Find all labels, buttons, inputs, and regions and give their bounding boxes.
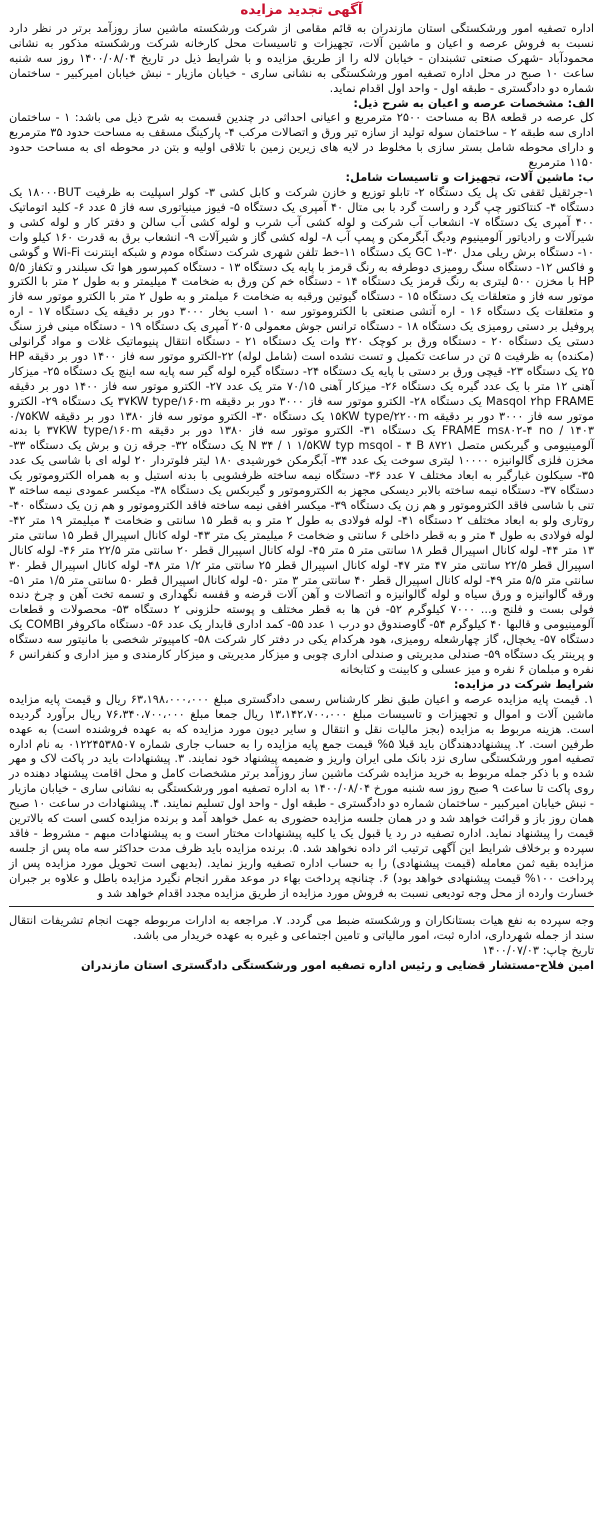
intro-paragraph: اداره تصفیه امور ورشکستگی استان مازندران به قائم مقامی از شرکت ورشکسته ماشین ساز روزآمد برتر در نظر دارد نسبت به فروش عرصه و اعیان و ماشین آلات، تجهیزات و تاسیسات محل کارخانه شرکت ورشکسته مذکور به نشانی محمودآباد -شهرک صنعتی تشبندان - خیابان لاله را از طریق مزایده و با شرایط ذیل در تاریخ ۱۴۰۰/۰۸/۰۴ روز سه شنبه ساعت ۱۰ صبح در محل اداره تصفیه امور ورشکستگی به نشانی ساری - خیابان مازیار - نبش خیابان امیرکبیر - ساختمان شماره دو دادگستری - طبقه اول - واحد اول اقدام نماید. [9,21,594,95]
closing-paragraph: وجه سپرده به نفع هیات بستانکاران و ورشکسته ضبط می گردد. ۷. مراجعه به ادارات مربوطه جهت انجام تشریفات انتقال سند از جمله شهرداری، اداره ثبت، امور مالیاتی و تامین اجتماعی و غیره به عهده خریدار می باشد. [9,913,594,943]
conditions-body: ۱. قیمت پایه مزایده عرصه و اعیان طبق نظر کارشناس رسمی دادگستری مبلغ ۶۳،۱۹۸،۰۰۰،۰۰۰ ریال و قیمت پایه مزایده ماشین آلات و اموال و تجهیزات و تاسیسات مبلغ ۱۳،۱۴۲،۷۰۰،۰۰۰ ریال جمعا مبلغ ۷۶،۳۴۰،۷۰۰،۰۰۰ ریال برآورد گردیده است. هزینه مربوط به مزایده (بجز مالیات نقل و انتقال و سایر دیون مورد مزایده که به عهده فروشنده است) به عهده طرفین است. ۲. پیشنهاددهندگان باید قبلا ۵% قیمت جمع پایه مزایده را به حساب جاری شماره ۰۱۲۲۴۵۳۸۵۰۷ به نام اداره تصفیه امور ورشکستگی ساری نزد بانک ملی ایران واریز و ضمیمه پیشنهاد خود نمایند. ۳. پیشنهادات باید در پاکت لاک و مهر شده و با ذکر جمله مربوط به خرید مزایده شرکت ماشین ساز روزآمد برتر مشخصات کامل و محل اقامت پیشنهاد دهنده در روی پاکت تا ساعت ۹ صبح روز سه شنبه مورخ ۱۴۰۰/۰۸/۰۴ به اداره تصفیه امور ورشکستگی به نشانی ساری - خیابان مازیار - نبش خیابان امیرکبیر - ساختمان شماره دو دادگستری - طبقه اول - واحد اول تسلیم نمایند. ۴. پیشنهادات در ساعت ۱۰ صبح همان روز باز و قرائت خواهد شد و در همان جلسه مزایده حضوری به عمل خواهد آمد و برنده مزایده کسی است که بالاترین قیمت را پیشنهاد نماید. اداره تصفیه در رد یا قبول یک یا کلیه پیشنهادات مختار است و به پیشنهادات مبهم - مشروط - فاقد سپرده و برخلاف شرایط این آگهی ترتیب اثر داده نخواهد شد. ۵. برنده مزایده باید ظرف مدت حداکثر سه ماه پس از جلسه مزایده بقیه ثمن معامله (قیمت پیشنهادی) را به حساب اداره تصفیه واریز نماید. (بدیهی است تحویل مورد مزایده پس از پرداخت ۱۰۰% قیمت پیشنهادی خواهد بود) ۶. چنانچه پرداخت بهاء در موعد مقرر انجام نگیرد مزایده باطل و علاوه بر جبران خسارت وارده از محل وجه تودیعی نسبت به فروش مورد مزایده از طریق مزایده مجدد اقدام خواهد شد و [9,691,595,900]
divider [9,906,594,907]
print-date: تاریخ چاپ: ۱۴۰۰/۰۷/۰۳ [482,943,594,958]
section-b-body: ۱-جرثقیل ثقفی تک پل یک دستگاه ۲- تابلو توزیع و خازن شرکت و کابل کشی ۳- کولر اسپلیت به ظرفیت ۱۸۰۰۰BUT یک دستگاه ۴- کنتاکتور چپ گرد و راست گرد با بی متال ۴۰ آمپری یک دستگاه ۵- فیوز مینیاتوری سه فاز ۵ عدد ۶- کلید اتوماتیک ۴۰۰ آمپری یک دستگاه ۷- انشعاب آب شرکت و لوله کشی آب شرب و لوله کشی آب سالن و دفتر کار و لوله کشی و شیرآلات و رادیاتور آلومینیوم ودیگ آبگرمکن و پمپ آب ۸- لوله کشی گاز و شیرآلات ۹- انشعاب برق به قدرت ۱۶۰ کیلو وات ۱۰- دستگاه برش ریلی مدل GC ۱-۳۰ یک دستگاه ۱۱-خط تلفن شهری شرکت دستگاه مودم و شبکه اینترنت Wi-Fi و گوشی و فاکس ۱۲- دستگاه سنگ رومیزی دوطرفه به رنگ قرمز با پایه یک دستگاه ۱۳ - دستگاه کمپرسور هوا تک سیلندر و تکفاز ۵/۵ HP با مخزن ۵۰۰ لیتری به رنگ قرمز یک دستگاه ۱۴ - دستگاه خم کن ورق به ضخامت ۴ میلیمتر و به طول ۲ متر با الکترو موتور سه فاز و متعلقات یک دستگاه ۱۵ - دستگاه گیوتین ورقبه به ضخامت ۶ میلمتر و به طول ۲ متر با الکترو موتور سه فاز و متعلقات یک دستگاه ۱۶ - اره آتشی صنعتی با الکتروموتور سه ۱۰ اسب بخار ۳۰۰۰ دور بر دقیقه یک دستگاه ۱۷ - اره پروفیل بر دستی رومیزی یک دستگاه ۱۸ - دستگاه ترانس جوش معمولی ۲۰۵ آمپری یک دستگاه ۱۹ - دستگاه مینی فرز سنگ دستی یک دستگاه ۲۰ - دستگاه ورق بر کوچک ۴۲۰ وات یک دستگاه ۲۱ - دستگاه انتقال پنیوماتیک غلات و مواد گرانولی (مکنده) به ظرفیت ۵ تن در ساعت تکمیل و تست نشده است (شامل لوله) ۲۲-الکترو موتور سه فاز ۱۴۰۰ دور بر دقیقه HP ۲۵ یک دستگاه ۲۳- قیچی ورق بر دستی با پایه یک دستگاه ۲۴- دستگاه گیره لوله گیر سه پایه سه اینچ یک دستگاه ۲۵- میزکار آهنی ۱۲ متر با یک عدد گیره یک دستگاه ۲۶- میزکار آهنی ۷۰/۱۵ متر یک عدد ۲۷- الکترو موتور سه فاز ۱۴۰۰ دور بر دقیقه Masqol ۲hp FRAME یک دستگاه ۲۸- الکترو موتور سه فاز ۳۰۰۰ دور بر دقیقه ۳۷KW type/۱۶۰m یک دستگاه ۲۹- الکترو موتور سه فاز ۳۰۰۰ دور بر دقیقه ۱۵KW type/۲۲۰۰m یک دستگاه ۳۰- الکترو موتور سه فاز ۱۳۸۰ دور بر دقیقه ۰/۷۵KW FRAME ms۸۰۲-۴ no / ۱۴۰۳ یک دستگاه ۳۱- الکترو موتور سه فاز ۱۳۸۰ دور بر دقیقه ۳۷KW type/۱۶۰m با بدنه آلومینیومی و گیربکس متصل ۸۷۲۱ N ۳۴ / ۱ ۱/۵KW typ msqol - ۴ B یک دستگاه ۳۲- جرقه زن و برش یک دستگاه ۳۳- مخزن فلزی گالوانیزه ۱۰۰۰۰ لیتری سوخت یک عدد ۳۴- آبگرمکن خورشیدی ۱۸۰ لیتر فلوتردار ۲۰ لوله ای با شاسی یک عدد ۳۵- سیکلون غبارگیر به ابعاد مختلف ۷ عدد ۳۶- دستگاه نیمه ساخته ظرفشویی با بدنه استیل و به همراه الکتروموتور یک دستگاه ۳۷- دستگاه نیمه ساخته بالابر دیسکی مجهز به الکتروموتور و گیربکس یک دستگاه ۳۸- میکسر عمودی نیمه ساخته ۳ تنی با شاسی فاقد الکتروموتور و هم زن یک دستگاه ۳۹- میکسر افقی نیمه ساخته فاقد الکتروموتور و هم زن یک دستگاه ۴۰- روتاری ولو به ابعاد مختلف ۲ دستگاه ۴۱- لوله فولادی به طول ۲ متر و به قطر ۱۵ سانتی و ضخامت ۴ میلیمتر ۱۹ متر ۴۲- لوله فولادی به طول ۴ متر و به قطر داخلی ۶ سانتی و ضخامت ۶ میلیمتر یک متر ۴۳- لوله کانال اسپیرال قطر ۱۵ سانتی متر ۱۳ متر ۴۴- لوله کانال اسپیرال قطر ۱۸ سانتی متر ۵ متر ۴۵- لوله کانال اسپیرال قطر ۲۰ سانتی متر ۲۲/۵ متر ۴۶- لوله کانال اسپیرال قطر ۲۲/۵ سانتی متر ۴۷ متر ۴۷- لوله کانال اسپیرال قطر ۲۵ سانتی متر ۱/۲ متر ۴۸- لوله کانال اسپیرال قطر ۳۰ سانتی متر ۵/۵ متر ۴۹- لوله کانال اسپیرال قطر ۴۰ سانتی متر ۳ متر ۵۰- لوله کانال اسپیرال قطر ۵۰ سانتی متر ۱/۵ متر ۵۱- ورقه گالوانیزه و ورق سیاه و لوله گالوانیزه و اتصالات و آهن آلات قرضه و قفسه نگهداری و تسمه تخت آهن و چرخ دنده فولی بست و فلنج و... ۷۰۰۰ کیلوگرم ۵۲- فن ها به قطر مختلف و پوسته حلزونی ۲ دستگاه ۵۳- محصولات و قطعات آلومینیومی و قالبها ۴۰ کیلوگرم ۵۴- گاوصندوق دو درب ۱ عدد ۵۵- کمد اداری قابدار یک عدد ۵۶- دستگاه ماکروفر COMBI یک دستگاه ۵۷- یخچال، گاز چهارشعله رومیزی، هود هرکدام یکی در دفتر کار شرکت ۵۸- کامپیوتر شخصی با مانیتور سه دستگاه و پرینتر یک دستگاه ۵۹- صندلی مدیریتی و صندلی اداری چوبی و میزکار مدیریتی و میزکار کارمندی و میز اداری و کنفرانس ۶ نفره و مبلمان ۶ نفره و میز عسلی و کابینت و کتابخانه [9,184,595,676]
section-b-heading: ب: ماشین آلات، تجهیزات و تاسیسات شامل: [345,170,594,185]
section-a-heading: الف: مشخصات عرصه و اعیان به شرح ذیل: [353,95,594,110]
section-a-body: کل عرصه در قطعه B۸ به مساحت ۲۵۰۰ مترمربع و اعیانی احداثی در چندین قسمت به شرح ذیل می باشد: ۱ - ساختمان اداری سه طبقه ۲ - ساختمان سوله تولید از سازه تیر ورق و اتصالات مرکب ۴- پارکینگ مسقف به مساحت حدود ۳۵ مترمربع و دارای محوطه شامل بستر سازی با مخلوط در لایه های زیرین زمین با تلاقی اولیه و بتن در محوطه ای به مساحت حدود ۱۱۵۰ مترمربع [9,110,595,170]
notice-title: آگهی تجدید مزایده [240,2,363,18]
signature: امین فلاح-مستشار قضایی و رئیس اداره تصفیه امور ورشکستگی دادگستری استان مازندران [80,958,594,973]
conditions-heading: شرایط شرکت در مزایده: [453,676,594,691]
